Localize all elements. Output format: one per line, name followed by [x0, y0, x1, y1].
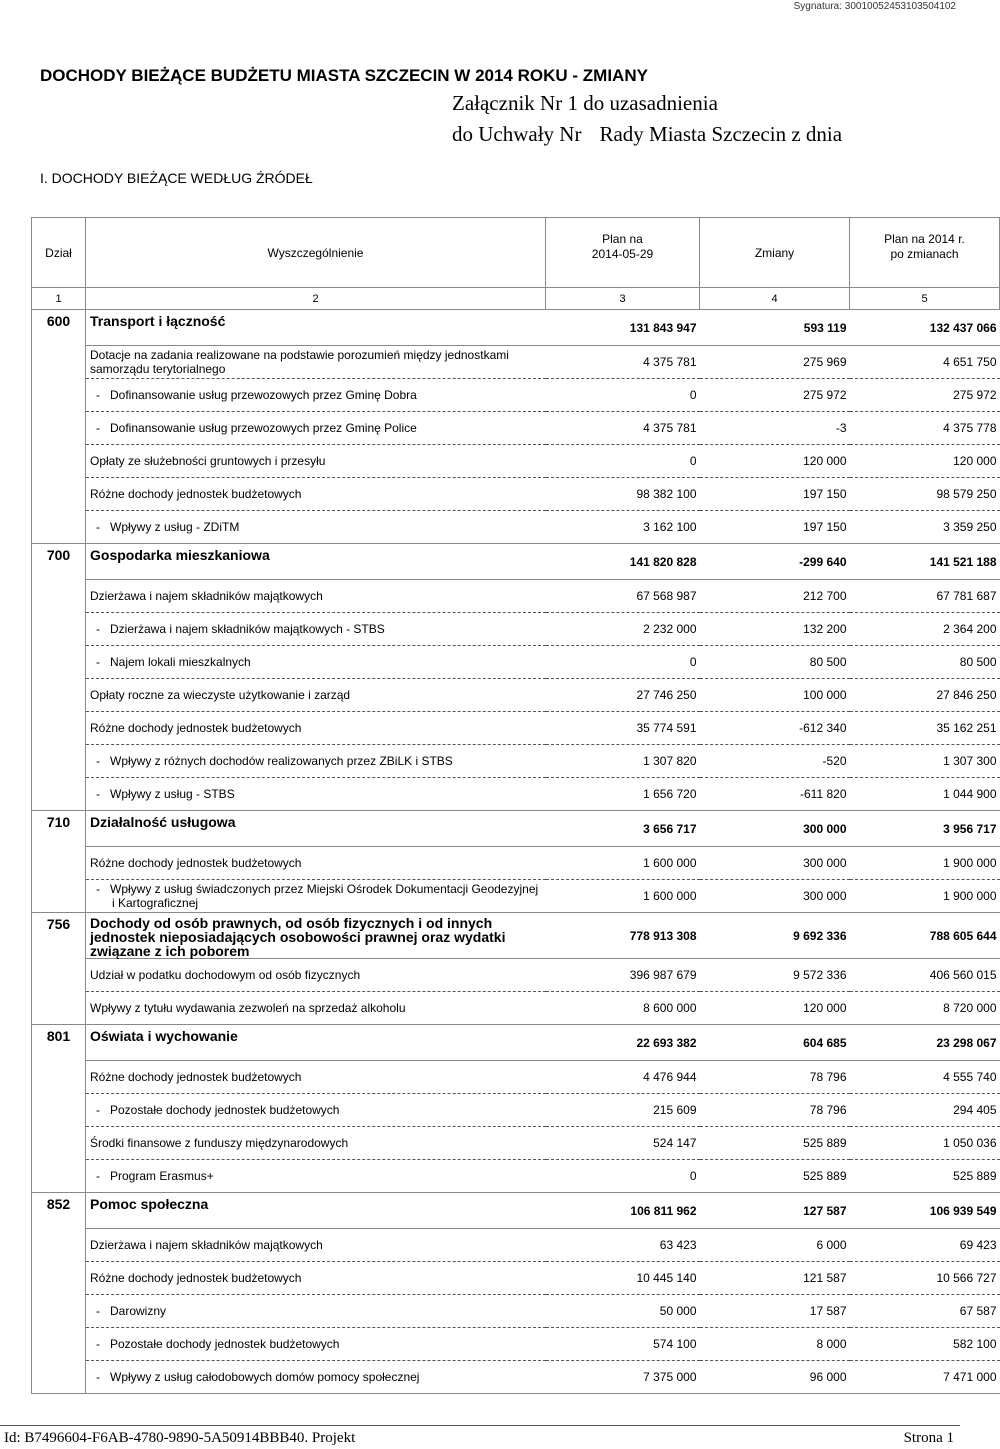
- table-row: [32, 745, 1000, 778]
- row-label: Działalność usługowa: [90, 814, 236, 830]
- row-description: [86, 1061, 546, 1094]
- attachment-line-2a: do Uchwały Nr: [452, 122, 582, 146]
- value-plan: 141 820 828: [546, 544, 700, 580]
- row-description: [86, 992, 546, 1025]
- table-row: [32, 1361, 1000, 1394]
- row-description: [86, 478, 546, 511]
- value-zmiany: -299 640: [700, 544, 850, 580]
- row-description: [86, 1229, 546, 1262]
- row-label: Program Erasmus+: [110, 1169, 214, 1183]
- income-table: [31, 217, 1000, 1394]
- value-zmiany: 120 000: [700, 992, 850, 1025]
- value-zmiany: 593 119: [700, 310, 850, 346]
- row-label: Różne dochody jednostek budżetowych: [90, 856, 302, 870]
- col-number: 3: [546, 288, 700, 310]
- header-wyszczegolnienie: Wyszczególnienie: [86, 218, 546, 288]
- dzial-row: [32, 913, 1000, 959]
- value-po: 1 050 036: [850, 1127, 1000, 1160]
- row-label: Różne dochody jednostek budżetowych: [90, 487, 302, 501]
- table-row: [32, 1229, 1000, 1262]
- bullet-dash: -: [96, 1304, 100, 1318]
- table-row: [32, 1094, 1000, 1127]
- table-row: [32, 1061, 1000, 1094]
- value-plan: 3 656 717: [546, 811, 700, 847]
- value-plan: 8 600 000: [546, 992, 700, 1025]
- row-description: [86, 310, 546, 346]
- row-label: Środki finansowe z funduszy międzynarodowych: [90, 1136, 349, 1150]
- value-plan: 1 656 720: [546, 778, 700, 811]
- row-description: [86, 1127, 546, 1160]
- bullet-dash: -: [96, 388, 100, 402]
- row-label: Dzierżawa i najem składników majątkowych: [90, 589, 323, 603]
- bullet-dash: -: [96, 1337, 100, 1351]
- table-row: [32, 646, 1000, 679]
- row-description: [86, 1025, 546, 1061]
- col-number: 4: [700, 288, 850, 310]
- row-description: [86, 580, 546, 613]
- value-zmiany: -3: [700, 412, 850, 445]
- value-zmiany: 300 000: [700, 847, 850, 880]
- value-zmiany: 212 700: [700, 580, 850, 613]
- value-po: 275 972: [850, 379, 1000, 412]
- row-label: Oświata i wychowanie: [90, 1028, 238, 1044]
- value-po: 3 956 717: [850, 811, 1000, 847]
- value-po: 35 162 251: [850, 712, 1000, 745]
- table-row: [32, 445, 1000, 478]
- bullet-dash: -: [96, 787, 100, 801]
- value-plan: 131 843 947: [546, 310, 700, 346]
- dzial-code: 852: [32, 1193, 86, 1394]
- value-zmiany: 525 889: [700, 1127, 850, 1160]
- row-description: [86, 544, 546, 580]
- header-plan2-a: Plan na 2014 r.: [884, 232, 965, 246]
- table-row: [32, 847, 1000, 880]
- row-description: [86, 1328, 546, 1361]
- table-row: [32, 992, 1000, 1025]
- value-plan: 22 693 382: [546, 1025, 700, 1061]
- row-description: [86, 778, 546, 811]
- value-zmiany: 132 200: [700, 613, 850, 646]
- value-zmiany: 100 000: [700, 679, 850, 712]
- table-row: [32, 1295, 1000, 1328]
- table-row: [32, 412, 1000, 445]
- row-label: Dochody od osób prawnych, od osób fizycznych i od innych jednostek nieposiadających osobowości prawnej oraz wydatki związane z ich poborem: [90, 915, 506, 959]
- value-plan: 67 568 987: [546, 580, 700, 613]
- table-row: [32, 1127, 1000, 1160]
- row-label: Różne dochody jednostek budżetowych: [90, 1271, 302, 1285]
- header-plan-a: Plan na: [602, 232, 643, 246]
- row-label: Różne dochody jednostek budżetowych: [90, 1070, 302, 1084]
- bullet-dash: -: [96, 655, 100, 669]
- value-po: 788 605 644: [850, 913, 1000, 959]
- row-description: [86, 959, 546, 992]
- row-description: [86, 1193, 546, 1229]
- value-zmiany: 17 587: [700, 1295, 850, 1328]
- attachment-line-2b: Rady Miasta Szczecin z dnia: [599, 122, 843, 146]
- dzial-code: 756: [32, 913, 86, 1025]
- attachment-line-2: [452, 122, 842, 147]
- value-zmiany: -611 820: [700, 778, 850, 811]
- dzial-code: 710: [32, 811, 86, 913]
- value-po: 4 375 778: [850, 412, 1000, 445]
- row-label: Wpływy z tytułu wydawania zezwoleń na sprzedaż alkoholu: [90, 1001, 406, 1015]
- table-row: [32, 478, 1000, 511]
- value-zmiany: 197 150: [700, 478, 850, 511]
- header-zmiany: Zmiany: [700, 218, 850, 288]
- dzial-code: 801: [32, 1025, 86, 1193]
- bullet-dash: -: [96, 1103, 100, 1117]
- table-row: [32, 346, 1000, 379]
- value-zmiany: 604 685: [700, 1025, 850, 1061]
- value-po: 294 405: [850, 1094, 1000, 1127]
- row-label: Różne dochody jednostek budżetowych: [90, 721, 302, 735]
- value-zmiany: 78 796: [700, 1094, 850, 1127]
- value-plan: 524 147: [546, 1127, 700, 1160]
- value-po: 406 560 015: [850, 959, 1000, 992]
- value-plan: 0: [546, 445, 700, 478]
- row-label: Dofinansowanie usług przewozowych przez Gminę Police: [110, 421, 417, 435]
- signature: Sygnatura: 300100524531035041​02: [793, 1, 956, 12]
- table-row: [32, 1328, 1000, 1361]
- row-label: Transport i łączność: [90, 313, 226, 329]
- value-zmiany: 78 796: [700, 1061, 850, 1094]
- row-label: Wpływy z usług - ZDiTM: [110, 520, 240, 534]
- value-zmiany: 275 969: [700, 346, 850, 379]
- value-po: 3 359 250: [850, 511, 1000, 544]
- value-zmiany: 96 000: [700, 1361, 850, 1394]
- value-zmiany: 275 972: [700, 379, 850, 412]
- value-po: 141 521 188: [850, 544, 1000, 580]
- header-row: [32, 218, 1000, 288]
- value-zmiany: 197 150: [700, 511, 850, 544]
- value-plan: 98 382 100: [546, 478, 700, 511]
- value-zmiany: 9 692 336: [700, 913, 850, 959]
- value-zmiany: -520: [700, 745, 850, 778]
- value-zmiany: 121 587: [700, 1262, 850, 1295]
- row-label: Wpływy z usług - STBS: [110, 787, 235, 801]
- row-description: [86, 346, 546, 379]
- col-number: 1: [32, 288, 86, 310]
- value-po: 98 579 250: [850, 478, 1000, 511]
- value-zmiany: 9 572 336: [700, 959, 850, 992]
- row-label: Darowizny: [110, 1304, 167, 1318]
- attachment-line-1: Załącznik Nr 1 do uzasadnienia: [452, 91, 718, 115]
- value-plan: 574 100: [546, 1328, 700, 1361]
- row-label: Opłaty roczne za wieczyste użytkowanie i zarząd: [90, 688, 351, 702]
- row-description: [86, 1262, 546, 1295]
- row-description: [86, 880, 546, 913]
- row-description: [86, 511, 546, 544]
- table-row: [32, 880, 1000, 913]
- value-plan: 50 000: [546, 1295, 700, 1328]
- value-plan: 27 746 250: [546, 679, 700, 712]
- value-po: 4 555 740: [850, 1061, 1000, 1094]
- bullet-dash: -: [96, 1370, 100, 1384]
- bullet-dash: -: [96, 1169, 100, 1183]
- dzial-row: [32, 1025, 1000, 1061]
- value-po: 1 900 000: [850, 880, 1000, 913]
- value-po: 582 100: [850, 1328, 1000, 1361]
- header-dzial: Dział: [32, 218, 86, 288]
- value-zmiany: 127 587: [700, 1193, 850, 1229]
- row-label: Wpływy z usług całodobowych domów pomocy społecznej: [110, 1370, 420, 1384]
- value-plan: 0: [546, 646, 700, 679]
- row-label: Wpływy z różnych dochodów realizowanych przez ZBiLK i STBS: [110, 754, 453, 768]
- table-row: [32, 613, 1000, 646]
- row-description: [86, 412, 546, 445]
- table-row: [32, 580, 1000, 613]
- row-description: [86, 1094, 546, 1127]
- row-description: [86, 712, 546, 745]
- value-po: 80 500: [850, 646, 1000, 679]
- bullet-dash: -: [96, 421, 100, 435]
- row-description: [86, 847, 546, 880]
- header-plan-po-zmianach: [850, 218, 1000, 288]
- bullet-dash: -: [96, 754, 100, 768]
- row-label: Dzierżawa i najem składników majątkowych: [90, 1238, 323, 1252]
- value-zmiany: 300 000: [700, 811, 850, 847]
- value-po: 67 587: [850, 1295, 1000, 1328]
- table-row: [32, 511, 1000, 544]
- row-label: Udział w podatku dochodowym od osób fizycznych: [90, 968, 361, 982]
- value-plan: 0: [546, 379, 700, 412]
- value-po: 132 437 066: [850, 310, 1000, 346]
- row-label: Pozostałe dochody jednostek budżetowych: [110, 1337, 340, 1351]
- value-po: 525 889: [850, 1160, 1000, 1193]
- value-plan: 396 987 679: [546, 959, 700, 992]
- value-po: 1 900 000: [850, 847, 1000, 880]
- value-po: 4 651 750: [850, 346, 1000, 379]
- value-zmiany: 80 500: [700, 646, 850, 679]
- value-plan: 106 811 962: [546, 1193, 700, 1229]
- row-description: [86, 745, 546, 778]
- value-zmiany: 8 000: [700, 1328, 850, 1361]
- value-plan: 778 913 308: [546, 913, 700, 959]
- dzial-code: 600: [32, 310, 86, 544]
- col-number: 2: [86, 288, 546, 310]
- value-zmiany: 120 000: [700, 445, 850, 478]
- dzial-code: 700: [32, 544, 86, 811]
- row-description: [86, 613, 546, 646]
- row-description: [86, 811, 546, 847]
- value-po: 23 298 067: [850, 1025, 1000, 1061]
- row-label: Pozostałe dochody jednostek budżetowych: [110, 1103, 340, 1117]
- row-label: Opłaty ze służebności gruntowych i przesyłu: [90, 454, 326, 468]
- row-description: [86, 445, 546, 478]
- value-po: 120 000: [850, 445, 1000, 478]
- row-label: Dotacje na zadania realizowane na podstawie porozumień między jednostkami samorządu terytorialnego: [90, 348, 509, 376]
- header-plan: [546, 218, 700, 288]
- value-zmiany: 6 000: [700, 1229, 850, 1262]
- bullet-dash: -: [96, 520, 100, 534]
- footer-page: Strona 1: [903, 1430, 954, 1446]
- value-po: 1 044 900: [850, 778, 1000, 811]
- value-plan: 3 162 100: [546, 511, 700, 544]
- value-po: 2 364 200: [850, 613, 1000, 646]
- column-number-row: [32, 288, 1000, 310]
- header-plan-b: 2014-05-29: [591, 247, 654, 261]
- row-description: [86, 679, 546, 712]
- header-plan2-b: po zmianach: [890, 247, 959, 261]
- row-description: [86, 913, 546, 959]
- col-number: 5: [850, 288, 1000, 310]
- dzial-row: [32, 811, 1000, 847]
- dzial-row: [32, 544, 1000, 580]
- row-description: [86, 1361, 546, 1394]
- value-plan: 4 476 944: [546, 1061, 700, 1094]
- value-plan: 1 307 820: [546, 745, 700, 778]
- value-plan: 10 445 140: [546, 1262, 700, 1295]
- value-plan: 1 600 000: [546, 847, 700, 880]
- dzial-row: [32, 1193, 1000, 1229]
- row-description: [86, 1160, 546, 1193]
- row-label: Dofinansowanie usług przewozowych przez Gminę Dobra: [110, 388, 417, 402]
- bullet-dash: -: [96, 882, 100, 896]
- table-row: [32, 379, 1000, 412]
- row-label: Najem lokali mieszkalnych: [110, 655, 251, 669]
- document-title: DOCHODY BIEŻĄCE BUDŻETU MIASTA SZCZECIN W 2014 ROKU - ZMIANY: [40, 66, 648, 85]
- value-po: 10 566 727: [850, 1262, 1000, 1295]
- value-po: 27 846 250: [850, 679, 1000, 712]
- value-zmiany: 525 889: [700, 1160, 850, 1193]
- row-description: [86, 379, 546, 412]
- value-plan: 7 375 000: [546, 1361, 700, 1394]
- table-row: [32, 679, 1000, 712]
- value-zmiany: 300 000: [700, 880, 850, 913]
- row-label: Wpływy z usług świadczonych przez Miejski Ośrodek Dokumentacji Geodezyjnej i Kartograficznej: [110, 882, 539, 910]
- table-row: [32, 1160, 1000, 1193]
- dzial-row: [32, 310, 1000, 346]
- value-plan: 4 375 781: [546, 346, 700, 379]
- value-po: 106 939 549: [850, 1193, 1000, 1229]
- value-plan: 2 232 000: [546, 613, 700, 646]
- bullet-dash: -: [96, 622, 100, 636]
- footer-id: Id: B7496604-F6AB-4780-9890-5A50914BBB40. Projekt: [4, 1430, 356, 1446]
- row-description: [86, 646, 546, 679]
- section-title: I. DOCHODY BIEŻĄCE WEDŁUG ŹRÓDEŁ: [40, 170, 313, 186]
- table-row: [32, 778, 1000, 811]
- row-description: [86, 1295, 546, 1328]
- value-po: 8 720 000: [850, 992, 1000, 1025]
- row-label: Gospodarka mieszkaniowa: [90, 547, 270, 563]
- footer-divider: [0, 1425, 960, 1426]
- row-label: Dzierżawa i najem składników majątkowych - STBS: [110, 622, 385, 636]
- value-plan: 0: [546, 1160, 700, 1193]
- value-plan: 1 600 000: [546, 880, 700, 913]
- value-po: 1 307 300: [850, 745, 1000, 778]
- value-po: 67 781 687: [850, 580, 1000, 613]
- value-plan: 215 609: [546, 1094, 700, 1127]
- row-label: Pomoc społeczna: [90, 1196, 209, 1212]
- value-po: 69 423: [850, 1229, 1000, 1262]
- value-plan: 35 774 591: [546, 712, 700, 745]
- value-plan: 63 423: [546, 1229, 700, 1262]
- table-row: [32, 1262, 1000, 1295]
- value-plan: 4 375 781: [546, 412, 700, 445]
- table-row: [32, 712, 1000, 745]
- table-row: [32, 959, 1000, 992]
- value-po: 7 471 000: [850, 1361, 1000, 1394]
- value-zmiany: -612 340: [700, 712, 850, 745]
